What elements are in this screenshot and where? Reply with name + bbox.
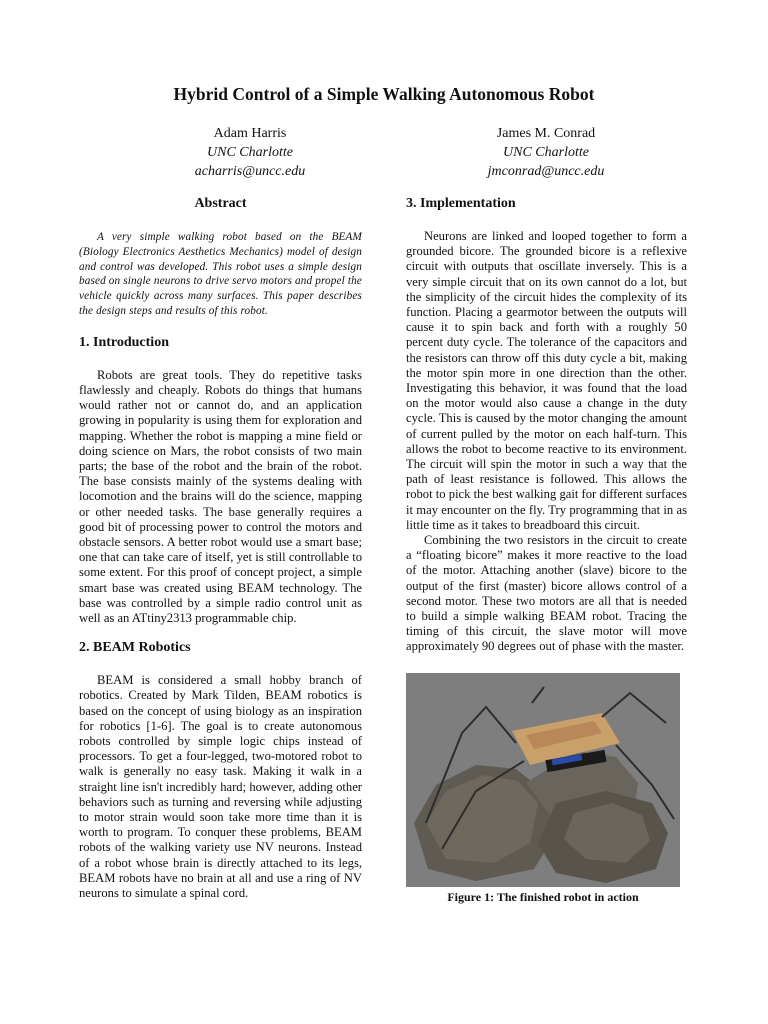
section-heading-beam-robotics: 2. BEAM Robotics: [79, 640, 191, 656]
left-column: [79, 196, 362, 901]
author-block-1: [140, 124, 360, 181]
author-name: James M. Conrad: [496, 126, 596, 141]
implementation-paragraph: Combining the two resistors in the circuit to create a “floating bicore” makes it more reactive to the load of the motor. Attaching another (slave) bicore to the output of the first (master) bicore allows control of a second motor. These two motors are all that is needed to build a simple walking BEAM robot. Tracing the timing of this circuit, the slave motor will move approximately 90 degrees out of phase with the master.: [406, 533, 687, 654]
section-heading-implementation: 3. Implementation: [406, 196, 516, 211]
author-affiliation: UNC Charlotte: [503, 145, 589, 160]
paper-title: Hybrid Control of a Simple Walking Autonomous Robot: [173, 84, 595, 104]
author-name: Adam Harris: [213, 126, 287, 141]
author-block-2: [436, 124, 656, 181]
beam-paragraph: BEAM is considered a small hobby branch of robotics. Created by Mark Tilden, BEAM robotics is based on the concept of using biology as an inspiration for robotics [1-6]. The goal is to create autonomous robots controlled by simple logic chips instead of processors. To get a four-legged, two-motored robot to walk is generally no easy task. Making it walk in a straight line isn't incredibly hard; however, adding other behaviors such as turning and reversing while adjusting to motor strain would soon take more time than it is worth to program. To conquer these problems, BEAM robots of the walking variety use NV neurons. Instead of a robot whose brain is directly attached to its legs, BEAM robots have no brain at all and use a ring of NV neurons to simulate a spinal cord.: [79, 673, 362, 901]
right-column: [406, 196, 687, 905]
implementation-paragraph: Neurons are linked and looped together to form a grounded bicore. The grounded bicore is a reflexive circuit with outputs that oscillate inversely. This is a very simple circuit that on its own cannot do a lot, but the simplicity of the circuit hides the complexity of its function. Placing a gearmotor between the outputs will cause it to spin back and forth with a roughly 50 percent duty cycle. The tolerance of the capacitors and the resistors can throw off this duty cycle a bit, making the motor spin more in one direction than the other. Investigating this behavior, it was found that the load on the motor would also cause a change in the duty cycle. This is caused by the motor changing the amount of current pulled by the motor on each half-turn. This allows the robot to become reactive to its environment. The circuit will spin the motor in such a way that the path of least resistance is followed. This allows the robot to pick the best walking gait for different surfaces it may encounter on the fly. Try programming that in as little time as it takes to breadboard this circuit.: [406, 229, 687, 532]
figure-robot-photo: [406, 673, 680, 887]
section-heading-introduction: 1. Introduction: [79, 334, 169, 350]
author-email: acharris@uncc.edu: [194, 164, 306, 179]
figure-caption: Figure 1: The finished robot in action: [447, 889, 639, 904]
author-email: jmconrad@uncc.edu: [487, 164, 605, 179]
robot-on-rocks-illustration: [406, 673, 680, 887]
author-affiliation: UNC Charlotte: [207, 145, 293, 160]
intro-paragraph: Robots are great tools. They do repetitive tasks flawlessly and cheaply. Robots do things that humans would rather not or cannot do, and an application growing in popularity is using them for exploration and mapping. Whether the robot is mapping a mine field or doing science on Mars, the robot consists of two main parts; the base of the robot and the brain of the robot. The base consists mainly of the systems dealing with locomotion and the brains will do the science, mapping or other needed tasks. The base generally requires a good bit of processing power to control the motors and obstacle sensors. A better robot would use a smart base; one that can take care of itself, yet is still controllable to some extent. For this proof of concept project, a simple smart base was created using BEAM technology. The base was controlled by a simple radio control unit as well as an ATtiny2313 programmable chip.: [79, 367, 362, 626]
abstract-heading: Abstract: [194, 196, 247, 211]
abstract-text: A very simple walking robot based on the BEAM (Biology Electronics Aesthetics Mechanics) model of design and control was developed. This robot uses a simple design based on single neurons to drive servo motors and propel the vehicle quickly across many surfaces. This paper describes the design steps and results of this robot.: [79, 231, 362, 317]
